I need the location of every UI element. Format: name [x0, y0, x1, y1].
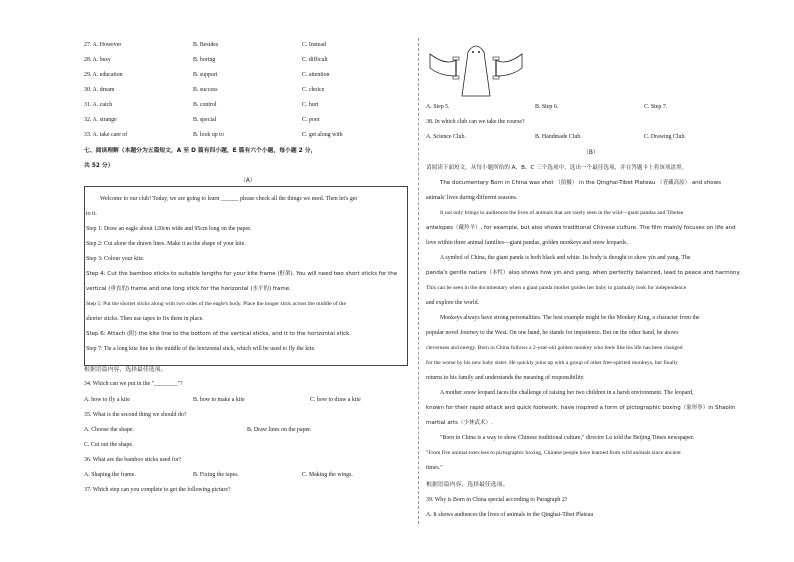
option-a: 27. A. However: [84, 42, 122, 48]
option-c: C. poor: [302, 117, 320, 123]
option-b: B. special: [193, 117, 217, 123]
eagle-kite-picture: [426, 40, 526, 102]
option-c: C. get along with: [302, 132, 343, 138]
option-b: B. Draw lines on the paper.: [247, 427, 312, 433]
option-a: 29. A. education: [84, 72, 123, 78]
question-34: 34. Which can we put in the "________"?: [84, 381, 183, 387]
para-line: Monkeys always have strong personalities. The best example might be the Monkey King, a character from the: [440, 315, 700, 321]
para-line: returns to his family and understands the meaning of responsibility.: [426, 375, 585, 381]
para-line: "Born in China is a way to show Chinese traditional culture," director Lu told the Beijing Times newspaper.: [440, 435, 694, 441]
option-b: B. Fixing the tapes.: [193, 472, 239, 478]
option-a: 28. A. busy: [84, 57, 111, 63]
question-38: 38. In which club can we take the course?: [426, 119, 525, 125]
para-line: cleverness and energy. Born in China follows a 2-year-old golden monkey who feels like his life has been changed: [426, 345, 683, 351]
option-a: 32. A. strange: [84, 117, 117, 123]
box-line: Step 5: Put the shorter sticks along with two sides of the eagle's body. Place the longer stick across the middle of the: [86, 301, 346, 307]
option-a: A. Step 5.: [426, 104, 450, 110]
para-line: panda's gentle nature（本性）also shows how yin and yang, when perfectly balanced, lead to peace and harmony.: [426, 270, 741, 276]
para-line: popular novel Journey to the West. On one hand, he stands for impatience. But on the other hand, he shows: [426, 330, 679, 336]
box-line: Step 3: Colour your kite.: [86, 256, 145, 262]
instruction-text: 根据语篇内容，选择最佳选项。: [426, 482, 509, 488]
option-c: C. hurt: [302, 102, 319, 108]
box-line: Step 1: Draw an eagle about 120cm wide and 95cm long on the paper.: [86, 226, 252, 232]
option-b: B. look up to: [193, 132, 224, 138]
box-line: to it.: [86, 211, 97, 217]
option-c: C. Drawing Club.: [644, 134, 686, 140]
para-line: known for their rapid attack and quick footwork, have inspired a form of pictographic boxing（象形拳）in Shaolin: [426, 405, 736, 411]
para-line: This can be seen in the documentary when a giant panda mother guides her baby to gradually look for independence: [426, 285, 687, 291]
option-a: A. It shows audiences the lives of animals in the Qinghai-Tibet Plateau: [426, 512, 594, 518]
instruction-text: 请阅读下面短文，从每小题所给的 A、B、C 三个选项中，选出一个最佳选项，并在答题卡上将该项涂黑。: [426, 165, 688, 171]
para-line: times.": [426, 465, 443, 471]
passage-b-label: （B）: [583, 150, 599, 156]
passage-a-label: （A）: [240, 178, 256, 184]
column-divider: [418, 38, 419, 524]
option-a: 31. A. catch: [84, 102, 113, 108]
para-line: It not only brings to audiences the lives of animals that are rarely seen in the wild—giant pandas and Tibetan: [440, 210, 684, 216]
option-a: A. Science Club.: [426, 134, 466, 140]
option-a: A. Shaping the frame.: [84, 472, 136, 478]
para-line: A symbol of China, the giant panda is both black and white. Its body is thought to show yin and yang. The: [440, 255, 691, 261]
para-line: love within three animal families—giant pandas, golden monkeys and snow leopards.: [426, 240, 628, 246]
box-line: Step 4: Cut the bamboo sticks to suitable lengths for your kite frame (框架). You will need two short sticks for the: [86, 271, 398, 277]
para-line: A mother snow leopard faces the challenge of raising her two children in a harsh environment. The leopard,: [440, 390, 694, 396]
option-c: C. Making the wings.: [302, 472, 353, 478]
option-a: 30. A. dream: [84, 87, 115, 93]
box-line: Welcome to our club! Today, we are going to learn ______ please check all the things we need. Then let's get: [100, 196, 358, 202]
option-b: B. Handmade Club.: [535, 134, 582, 140]
question-37: 37. Which step can you complete to get the following picture?: [84, 487, 231, 493]
option-b: B. Step 6.: [535, 104, 559, 110]
question-35: 35. What is the second thing we should do?: [84, 412, 187, 418]
option-b: B. boring: [193, 57, 216, 63]
box-line: shorter sticks. Then use tapes to fix them in place.: [86, 316, 204, 322]
option-c: C. Step 7.: [644, 104, 668, 110]
option-b: B. support: [193, 72, 218, 78]
instruction-text: 根据语篇内容，选择最佳选项。: [84, 367, 167, 373]
box-line: Step 2: Cut alone the drawn lines. Make it as the shape of your kite.: [86, 241, 246, 247]
option-c: C. Instead: [302, 42, 326, 48]
option-c: C. Cut out the shape.: [84, 442, 134, 448]
box-line: Step 7: Tie a long kite line to the middle of the horizontal stick, which will be used to fly the kite.: [86, 346, 316, 352]
option-c: C. difficult: [302, 57, 328, 63]
para-line: animals' lives during different seasons.: [426, 195, 518, 201]
option-b: B. control: [193, 102, 217, 108]
option-c: C. choice: [302, 87, 325, 93]
para-line: and explore the world.: [426, 300, 479, 306]
box-line: vertical (垂直的) frame and one long stick for the horizontal (水平的) frame.: [86, 286, 291, 292]
option-b: B. Besides: [193, 42, 219, 48]
para-line: for the worse by his new baby sister. He quickly joins up with a group of other free-spirited monkeys, but finally: [426, 360, 678, 366]
option-c: C. attention: [302, 72, 330, 78]
option-b: B. success: [193, 87, 218, 93]
para-line: The documentary Born in China was shot （拍摄） in the Qinghai-Tibet Plateau （青藏高原） and shows: [440, 180, 721, 186]
option-a: 33. A. take care of: [84, 132, 128, 138]
option-a: A. Choose the shape.: [84, 427, 134, 433]
option-a: A. how to fly a kite: [84, 397, 130, 403]
question-39: 39. Why is Born in China special according to Paragraph 2?: [426, 497, 568, 503]
para-line: martial arts（少林武术）.: [426, 420, 493, 426]
option-c: C. how to draw a kite: [310, 397, 361, 403]
para-line: "From five animal exercises to pictographic boxing, Chinese people have learned from wild animals since ancient: [426, 450, 681, 456]
option-b: B. how to make a kite: [193, 397, 245, 403]
section-heading: 七、阅读理解（本题分为五篇短文，A 至 D 篇有四小题，E 篇有六个小题，每小题 2 分，: [84, 148, 317, 154]
question-36: 36. What are the bamboo sticks used for?: [84, 457, 182, 463]
box-line: Step 6: Attach (附) the kite line to the bottom of the vertical sticks, and it to the horizontal stick.: [86, 331, 352, 337]
section-heading-cont: 共 52 分）: [84, 163, 114, 169]
para-line: antelopes（藏羚羊）, for example, but also shows traditional Chinese culture. The film mainly focuses on life and: [426, 225, 736, 231]
